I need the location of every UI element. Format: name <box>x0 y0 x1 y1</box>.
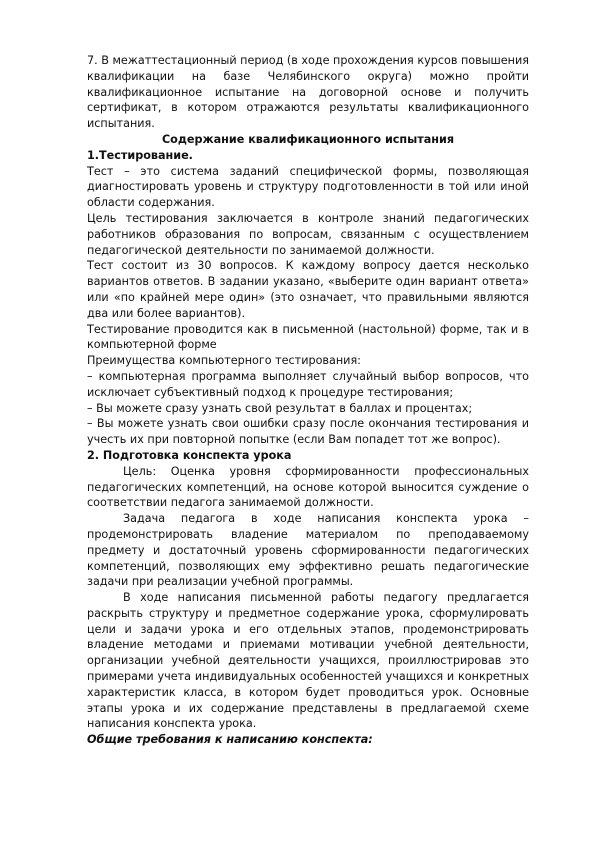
paragraph-lesson-task: Задача педагога в ходе написания конспекта урока – продемонстрировать владение материалом по преподаваемому предмету и достаточный уровень сформированности педагогических компетенций, позволяющих ему эффективно решать педагогические задачи при реализации учебной программы. <box>87 512 529 589</box>
paragraph-test-definition: Тест – это система заданий специфической формы, позволяющая диагностировать уровень и структуру подготовленности в той или иной области содержания. <box>87 164 529 210</box>
heading-testing: 1.Тестирование. <box>87 148 193 162</box>
list-item: – компьютерная программа выполняет случайный выбор вопросов, что исключает субъективный подход к процедуре тестирования; <box>87 369 529 399</box>
list-item: – Вы можете узнать свои ошибки сразу после окончания тестирования и учесть их при повторной попытке (если Вам попадет тот же вопрос). <box>87 417 529 447</box>
list-item: – Вы можете сразу узнать свой результат в баллах и процентах; <box>87 401 473 415</box>
paragraph-requirements-title: Общие требования к написанию конспекта: <box>87 733 373 747</box>
paragraph-test-goal: Цель тестирования заключается в контроле знаний педагогических работников образования по вопросам, связанным с осуществлением педагогической деятельности по занимаемой должности. <box>87 211 529 257</box>
paragraph-test-structure: Тест состоит из 30 вопросов. К каждому вопросу дается несколько вариантов ответов. В задании указано, «выберите один вариант ответа» или «по крайней мере один» (это означает, что правильными являются два или более вариантов). <box>87 259 529 320</box>
paragraph-advantages-title: Преимущества компьютерного тестирования: <box>87 354 361 368</box>
paragraph-intro: 7. В межаттестационный период (в ходе прохождения курсов повышения квалификации на базе Челябинского округа) можно пройти квалификационное испытание на договорной основе и получить сертификат, в котором отражаются результаты квалификационного испытания. <box>87 54 529 131</box>
paragraph-lesson-writing: В ходе написания письменной работы педагогу предлагается раскрыть структуру и предметное содержание урока, сформулировать цели и задачи урока и его отдельных этапов, продемонстрировать владение методами и приемами мотивации учебной деятельности, организации учебной деятельности учащихся, проиллюстрировав это примерами учета индивидуальных особенностей учащихся и конкретных характеристик класса, в котором будет проводиться урок. Основные этапы урока и их содержание представлены в предлагаемой схеме написания конспекта урока. <box>87 591 529 731</box>
paragraph-lesson-goal: Цель: Оценка уровня сформированности профессиональных педагогических компетенций, на основе которой выносится суждение о соответствии педагога занимаемой должности. <box>87 464 529 510</box>
paragraph-test-form: Тестирование проводится как в письменной (настольной) форме, так и в компьютерной форме <box>87 322 529 352</box>
heading-lesson-plan: 2. Подготовка конспекта урока <box>87 448 292 462</box>
section-title: Содержание квалификационного испытания <box>161 132 455 146</box>
